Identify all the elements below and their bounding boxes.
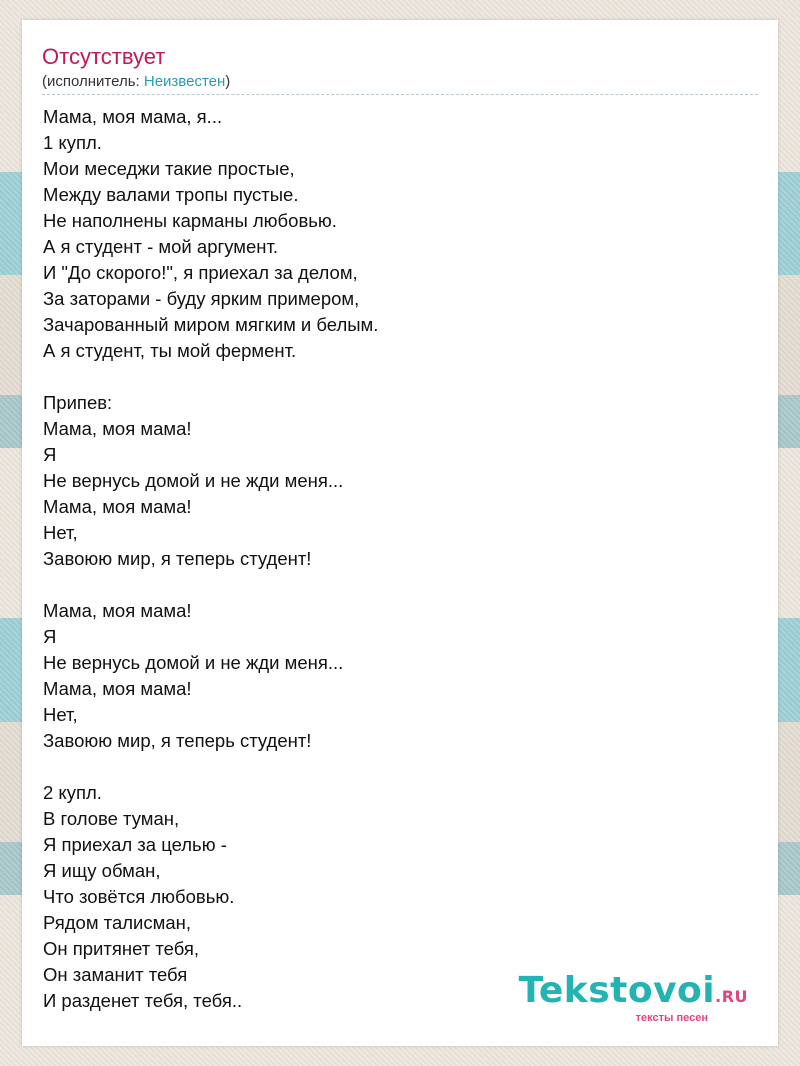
logo-name: Tekstovoi — [518, 970, 716, 1011]
lyric-line: Мама, моя мама! — [43, 496, 192, 517]
site-logo[interactable] — [519, 972, 748, 1024]
lyric-line: Мама, моя мама! — [43, 678, 192, 699]
lyric-line: Рядом талисман, — [43, 912, 191, 933]
lyric-line: Я приехал за целью - — [43, 834, 227, 855]
song-header — [42, 42, 758, 95]
lyric-line: В голове туман, — [43, 808, 180, 829]
lyric-line — [43, 364, 743, 390]
artist-link[interactable]: Неизвестен — [143, 73, 226, 90]
lyric-line: Между валами тропы пустые. — [43, 184, 299, 205]
lyric-line: А я студент - мой аргумент. — [43, 236, 279, 257]
artist-prefix: (исполнитель: — [42, 73, 144, 90]
lyric-line: Зачарованный миром мягким и белым. — [43, 314, 379, 335]
lyric-line: Не вернусь домой и не жди меня... — [43, 652, 344, 673]
artist-line — [42, 72, 758, 92]
lyric-line: Я ищу обман, — [43, 860, 161, 881]
lyric-line — [43, 754, 743, 780]
lyric-line — [43, 572, 743, 598]
lyric-line: Я — [43, 444, 57, 465]
lyric-line: А я студент, ты мой фермент. — [43, 340, 297, 361]
logo-tld: .RU — [715, 987, 748, 1006]
lyric-line: Что зовётся любовью. — [43, 886, 235, 907]
lyrics-body — [43, 104, 743, 1014]
lyric-line: Завоюю мир, я теперь студент! — [43, 730, 312, 751]
artist-suffix: ) — [225, 73, 231, 90]
lyric-line: Мама, моя мама! — [43, 418, 192, 439]
lyric-line: Не вернусь домой и не жди меня... — [43, 470, 344, 491]
lyric-line: Завоюю мир, я теперь студент! — [43, 548, 312, 569]
lyric-line: Он притянет тебя, — [43, 938, 200, 959]
lyric-line: И разденет тебя, тебя.. — [43, 990, 243, 1011]
lyric-line: Нет, — [43, 522, 78, 543]
lyric-line: Мама, моя мама! — [43, 600, 192, 621]
lyric-line: Я — [43, 626, 57, 647]
lyric-line: Нет, — [43, 704, 78, 725]
lyric-line: Не наполнены карманы любовью. — [43, 210, 337, 231]
lyric-line: 2 купл. — [43, 782, 102, 803]
lyric-line: 1 купл. — [43, 132, 102, 153]
lyric-line: Припев: — [43, 392, 113, 413]
song-title: Отсутствует — [42, 44, 166, 69]
lyric-line: Мама, моя мама, я... — [43, 106, 223, 127]
lyric-line: И "До скорого!", я приехал за делом, — [43, 262, 358, 283]
lyrics-card — [22, 20, 778, 1046]
lyric-line: Мои меседжи такие простые, — [43, 158, 295, 179]
lyric-line: За заторами - буду ярким примером, — [43, 288, 360, 309]
logo-tagline: тексты песен — [635, 1012, 708, 1024]
lyric-line: Он заманит тебя — [43, 964, 188, 985]
